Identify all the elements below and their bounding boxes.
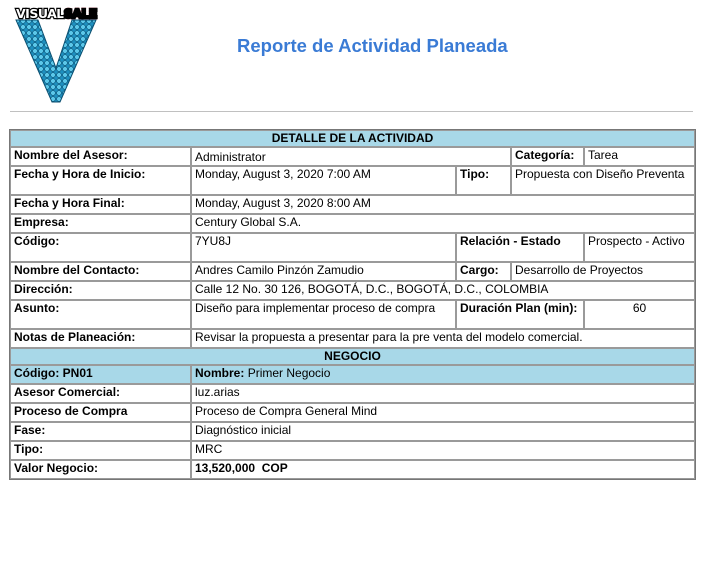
notes-label: Notas de Planeación: xyxy=(10,329,191,348)
category-value: Tarea xyxy=(584,147,695,166)
advisor-label: Nombre del Asesor: xyxy=(10,147,191,166)
company-label: Empresa: xyxy=(10,214,191,233)
contact-label: Nombre del Contacto: xyxy=(10,262,191,281)
deal-name-label: Nombre: xyxy=(195,366,245,380)
subject-label: Asunto: xyxy=(10,300,191,329)
report-title: Reporte de Actividad Planeada xyxy=(237,35,508,56)
position-label: Cargo: xyxy=(456,262,511,281)
deal-phase-value: Diagnóstico inicial xyxy=(191,422,695,441)
category-label: Categoría: xyxy=(511,147,584,166)
relation-label: Relación - Estado xyxy=(456,233,584,262)
code-label: Código: xyxy=(10,233,191,262)
deal-advisor-value: luz.arias xyxy=(191,384,695,403)
deal-value-label: Valor Negocio: xyxy=(10,460,191,479)
deal-value-amount: 13,520,000 COP xyxy=(191,460,695,479)
header-divider xyxy=(10,111,693,112)
contact-value: Andres Camilo Pinzón Zamudio xyxy=(191,262,456,281)
start-label: Fecha y Hora de Inicio: xyxy=(10,166,191,195)
address-label: Dirección: xyxy=(10,281,191,300)
company-value: Century Global S.A. xyxy=(191,214,695,233)
visualsale-logo xyxy=(14,6,98,104)
deal-name-cell xyxy=(191,365,695,384)
end-label: Fecha y Hora Final: xyxy=(10,195,191,214)
deal-code: Código: PN01 xyxy=(10,365,191,384)
type-label: Tipo: xyxy=(456,166,511,195)
deal-advisor-label: Asesor Comercial: xyxy=(10,384,191,403)
deal-type-value: MRC xyxy=(191,441,695,460)
subject-value: Diseño para implementar proceso de compra xyxy=(191,300,456,329)
deal-process-label: Proceso de Compra xyxy=(10,403,191,422)
end-value: Monday, August 3, 2020 8:00 AM xyxy=(191,195,695,214)
address-value: Calle 12 No. 30 126, BOGOTÁ, D.C., BOGOTÁ, D.C., COLOMBIA xyxy=(191,281,695,300)
code-value: 7YU8J xyxy=(191,233,456,262)
deal-type-label: Tipo: xyxy=(10,441,191,460)
relation-value: Prospecto - Activo xyxy=(584,233,695,262)
deal-name-value: Primer Negocio xyxy=(247,366,331,380)
deal-section-header: NEGOCIO xyxy=(10,348,695,365)
duration-value: 60 xyxy=(584,300,695,329)
deal-process-value: Proceso de Compra General Mind xyxy=(191,403,695,422)
logo-wordmark: VISUALSALE xyxy=(16,6,97,21)
duration-label: Duración Plan (min): xyxy=(456,300,584,329)
position-value: Desarrollo de Proyectos xyxy=(511,262,695,281)
type-value: Propuesta con Diseño Preventa xyxy=(511,166,695,195)
start-value: Monday, August 3, 2020 7:00 AM xyxy=(191,166,456,195)
advisor-value: Administrator xyxy=(191,147,511,166)
activity-report-table xyxy=(9,129,696,480)
activity-section-header: DETALLE DE LA ACTIVIDAD xyxy=(10,130,695,147)
deal-phase-label: Fase: xyxy=(10,422,191,441)
notes-value: Revisar la propuesta a presentar para la pre venta del modelo comercial. xyxy=(191,329,695,348)
